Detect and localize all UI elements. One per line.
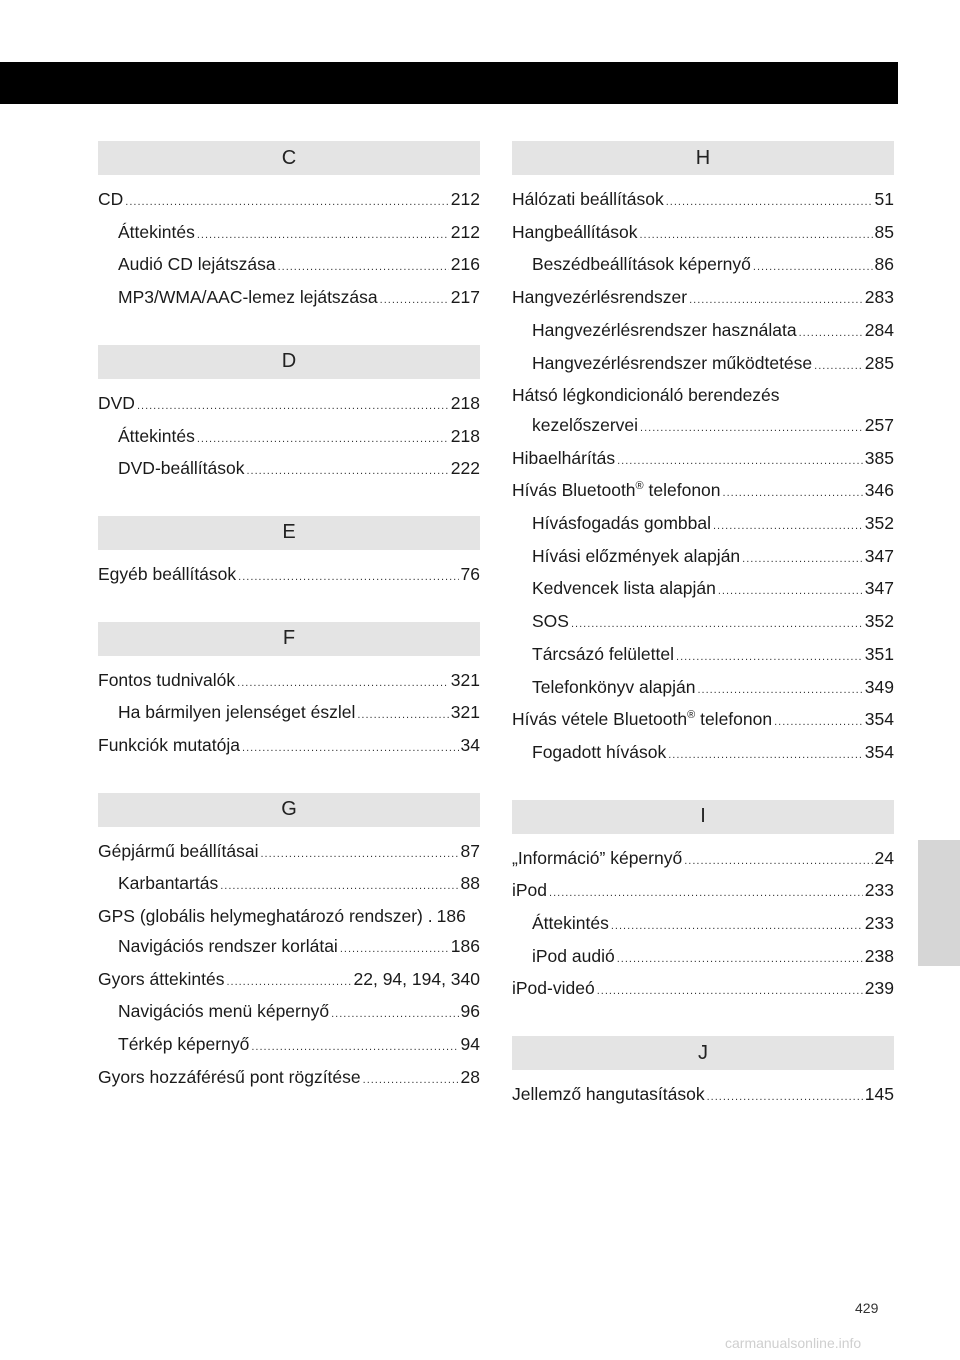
entry-page: 88	[460, 873, 480, 894]
dot-leader	[571, 610, 863, 640]
index-entry[interactable]	[98, 1063, 480, 1096]
entry-label: Gyors áttekintés	[98, 968, 225, 989]
dot-leader	[549, 879, 863, 909]
entry-label-main: Hívás vétele Bluetooth	[512, 709, 688, 730]
dot-leader	[597, 977, 863, 1007]
section-letter-header: C	[98, 141, 480, 175]
index-subentry[interactable]	[98, 698, 480, 731]
dot-leader	[246, 457, 448, 487]
section-letter-header: G	[98, 793, 480, 827]
entry-page: 212	[450, 221, 480, 242]
entry-label: Karbantartás	[118, 873, 219, 894]
entry-page: 218	[450, 425, 480, 446]
entry-page: 87	[460, 840, 480, 861]
entry-label: Gépjármű beállításai	[98, 840, 259, 861]
dot-leader	[689, 286, 863, 316]
entry-page: 233	[864, 880, 894, 901]
dot-leader	[707, 1083, 863, 1113]
entry-label: Funkciók mutatója	[98, 735, 241, 756]
entry-label: iPod audió	[532, 945, 615, 966]
index-section-f	[98, 622, 480, 764]
index-entry[interactable]	[512, 876, 894, 909]
entry-label: Kedvencek lista alapján	[532, 578, 716, 599]
index-subentry[interactable]	[98, 997, 480, 1030]
section-letter-header: H	[512, 141, 894, 175]
index-subentry[interactable]	[98, 250, 480, 283]
entry-page: 212	[450, 189, 480, 209]
dot-leader	[617, 945, 863, 975]
entry-page: 352	[864, 611, 894, 632]
dot-leader	[668, 741, 863, 771]
entry-page: 346	[864, 480, 894, 501]
dot-leader	[363, 1066, 459, 1096]
entry-label: Fogadott hívások	[532, 741, 667, 762]
dot-leader	[713, 512, 863, 542]
entry-label-main: Hívás Bluetooth	[512, 480, 636, 501]
index-entry[interactable]	[512, 283, 894, 316]
entry-page: 76	[460, 563, 480, 584]
dot-leader	[718, 577, 863, 607]
entry-label: Áttekintés	[532, 913, 609, 934]
dot-leader	[753, 253, 873, 283]
entry-label: Fontos tudnivalók	[98, 669, 236, 690]
index-entry[interactable]	[512, 185, 894, 218]
dot-leader	[197, 425, 449, 455]
dot-leader	[331, 1000, 458, 1030]
index-entry[interactable]	[512, 218, 894, 251]
entry-page: 257	[864, 414, 894, 435]
entry-page: 22, 94, 194, 340	[353, 968, 480, 989]
entry-page: 321	[450, 702, 480, 723]
dot-leader	[340, 935, 449, 965]
entry-page: 51	[874, 189, 894, 209]
index-entry[interactable]	[512, 974, 894, 1007]
index-entry[interactable]	[98, 902, 480, 932]
index-section-d	[98, 345, 480, 487]
index-entry[interactable]	[98, 560, 480, 593]
entry-label: Hangbeállítások	[512, 221, 638, 242]
entry-page: 285	[864, 352, 894, 373]
entry-label-cont: kezelőszervei	[532, 414, 639, 435]
dot-leader	[220, 872, 458, 902]
dot-leader	[251, 1033, 458, 1063]
entry-label	[512, 476, 721, 506]
entry-page: 233	[864, 913, 894, 934]
entry-label: Hibaelhárítás	[512, 447, 616, 468]
header-bar	[0, 62, 898, 104]
entry-page: 351	[864, 643, 894, 664]
entry-label: Egyéb beállítások	[98, 563, 237, 584]
index-subentry[interactable]	[98, 932, 480, 965]
dot-leader	[666, 188, 873, 218]
section-letter-header: D	[98, 345, 480, 379]
entry-label: Jellemző hangutasítások	[512, 1084, 705, 1105]
entry-page: 24	[874, 847, 894, 868]
entry-page: 28	[460, 1066, 480, 1087]
section-letter-header: J	[512, 1036, 894, 1070]
entry-page: 186	[436, 906, 466, 927]
index-entry[interactable]	[98, 965, 480, 998]
section-letter-header: E	[98, 516, 480, 550]
section-letter-header: I	[512, 800, 894, 834]
entry-page: 145	[864, 1084, 894, 1105]
entry-label: Gyors hozzáférésű pont rögzítése	[98, 1066, 361, 1087]
dot-leader	[697, 676, 862, 706]
entry-label: Navigációs menü képernyő	[118, 1001, 330, 1022]
entry-label: SOS	[532, 611, 569, 632]
entry-label: Hátsó légkondicionáló berendezés	[512, 385, 780, 406]
entry-page: 352	[864, 513, 894, 534]
index-subentry[interactable]	[98, 869, 480, 902]
watermark: carmanualsonline.info	[725, 1335, 862, 1351]
index-subentry[interactable]	[512, 250, 894, 283]
dot-leader	[242, 734, 459, 764]
index-entry[interactable]	[512, 705, 894, 738]
dot-leader	[357, 701, 448, 731]
index-column-left	[98, 141, 480, 1095]
dot-leader	[261, 840, 459, 870]
index-entry[interactable]	[512, 476, 894, 509]
index-section-g	[98, 793, 480, 1096]
index-section-c	[98, 141, 480, 316]
index-subentry[interactable]	[512, 673, 894, 706]
entry-page: 34	[460, 735, 480, 756]
entry-label: DVD	[98, 392, 135, 413]
entry-page: 354	[864, 741, 894, 762]
entry-label	[512, 705, 772, 735]
index-subentry[interactable]	[98, 1030, 480, 1063]
section-letter-header: F	[98, 622, 480, 656]
entry-label: Áttekintés	[118, 221, 195, 242]
index-section-j	[512, 1036, 894, 1113]
entry-page: 321	[450, 669, 480, 690]
entry-label: iPod	[512, 880, 548, 901]
dot-leader	[684, 847, 872, 877]
page-number: 429	[855, 1300, 879, 1316]
entry-label: MP3/WMA/AAC-lemez lejátszása	[118, 287, 378, 308]
entry-label: Telefonkönyv alapján	[532, 676, 696, 697]
registered-mark: ®	[687, 709, 696, 722]
index-entry[interactable]	[512, 444, 894, 477]
dot-leader	[380, 286, 449, 316]
entry-label: Audió CD lejátszása	[118, 254, 276, 275]
dot-leader	[814, 352, 863, 382]
entry-page: 239	[864, 978, 894, 999]
entry-label: GPS (globális helymeghatározó rendszer) .	[98, 906, 433, 927]
index-entry[interactable]	[98, 731, 480, 764]
entry-label: Hívási előzmények alapján	[532, 545, 741, 566]
index-subentry[interactable]	[512, 349, 894, 382]
dot-leader	[278, 253, 449, 283]
entry-page: 349	[864, 676, 894, 697]
entry-page: 238	[864, 945, 894, 966]
entry-label: Áttekintés	[118, 425, 195, 446]
entry-label: Térkép képernyő	[118, 1033, 250, 1054]
dot-leader	[617, 447, 863, 477]
entry-label: Hívásfogadás gombbal	[532, 513, 711, 534]
index-subentry[interactable]	[98, 218, 480, 251]
entry-label: Hangvezérlésrendszer működtetése	[532, 352, 813, 373]
entry-page: 284	[864, 319, 894, 340]
index-entry[interactable]	[98, 666, 480, 699]
index-subentry[interactable]	[512, 574, 894, 607]
entry-label: Navigációs rendszer korlátai	[118, 935, 338, 956]
entry-page: 186	[450, 935, 480, 956]
index-subentry[interactable]	[512, 542, 894, 575]
entry-label: Hangvezérlésrendszer használata	[532, 319, 797, 340]
entry-page: 216	[450, 254, 480, 275]
dot-leader	[226, 968, 351, 998]
index-section-h	[512, 141, 894, 771]
entry-label: iPod-videó	[512, 978, 595, 999]
entry-label: Ha bármilyen jelenséget észlel	[118, 702, 356, 723]
entry-page: 86	[874, 254, 894, 275]
dot-leader	[723, 479, 863, 509]
dot-leader	[742, 545, 863, 575]
entry-page: 218	[450, 392, 480, 413]
dot-leader	[799, 319, 863, 349]
dot-leader	[137, 392, 449, 422]
index-entry-cd[interactable]	[98, 185, 480, 218]
dot-leader	[640, 221, 873, 251]
index-subentry[interactable]	[512, 640, 894, 673]
entry-label-tail: telefonon	[695, 709, 773, 730]
dot-leader	[238, 563, 458, 593]
entry-page: 385	[864, 447, 894, 468]
entry-label-tail: telefonon	[643, 480, 721, 501]
entry-page: 85	[874, 221, 894, 242]
entry-label: DVD-beállítások	[118, 458, 245, 479]
index-entry[interactable]	[98, 837, 480, 870]
dot-leader	[611, 912, 863, 942]
index-column-right	[512, 141, 894, 1113]
index-subentry[interactable]	[512, 607, 894, 640]
index-subentry[interactable]	[98, 283, 480, 316]
dot-leader	[237, 669, 449, 699]
dot-leader	[676, 643, 863, 673]
entry-page: 222	[450, 458, 480, 479]
entry-page: 347	[864, 578, 894, 599]
index-subentry[interactable]	[98, 422, 480, 455]
index-subentry[interactable]	[512, 738, 894, 771]
dot-leader	[640, 414, 863, 444]
index-entry-dvd[interactable]	[98, 389, 480, 422]
entry-page: 94	[460, 1033, 480, 1054]
entry-label: Tárcsázó felülettel	[532, 643, 675, 664]
index-subentry[interactable]	[512, 909, 894, 942]
entry-label: Hálózati beállítások	[512, 189, 664, 209]
entry-page: 217	[450, 287, 480, 308]
entry-continuation	[512, 411, 894, 444]
index-section-i	[512, 800, 894, 1008]
entry-label: Beszédbeállítások képernyő	[532, 254, 751, 275]
entry-label: Hangvezérlésrendszer	[512, 287, 688, 308]
entry-label: „Információ” képernyő	[512, 847, 683, 868]
dot-leader	[774, 708, 863, 738]
registered-mark: ®	[635, 480, 644, 493]
entry-label: CD	[98, 189, 124, 209]
chapter-side-tab	[918, 840, 960, 966]
index-entry[interactable]	[512, 1080, 894, 1113]
index-entry-wrapped[interactable]	[512, 381, 894, 443]
entry-page: 354	[864, 709, 894, 730]
index-subentry[interactable]	[98, 454, 480, 487]
entry-page: 96	[460, 1001, 480, 1022]
entry-page: 347	[864, 545, 894, 566]
index-subentry[interactable]	[512, 942, 894, 975]
entry-page: 283	[864, 287, 894, 308]
index-subentry[interactable]	[512, 316, 894, 349]
index-entry[interactable]	[512, 844, 894, 877]
index-subentry[interactable]	[512, 509, 894, 542]
dot-leader	[125, 188, 449, 218]
index-section-e	[98, 516, 480, 593]
dot-leader	[197, 221, 449, 251]
